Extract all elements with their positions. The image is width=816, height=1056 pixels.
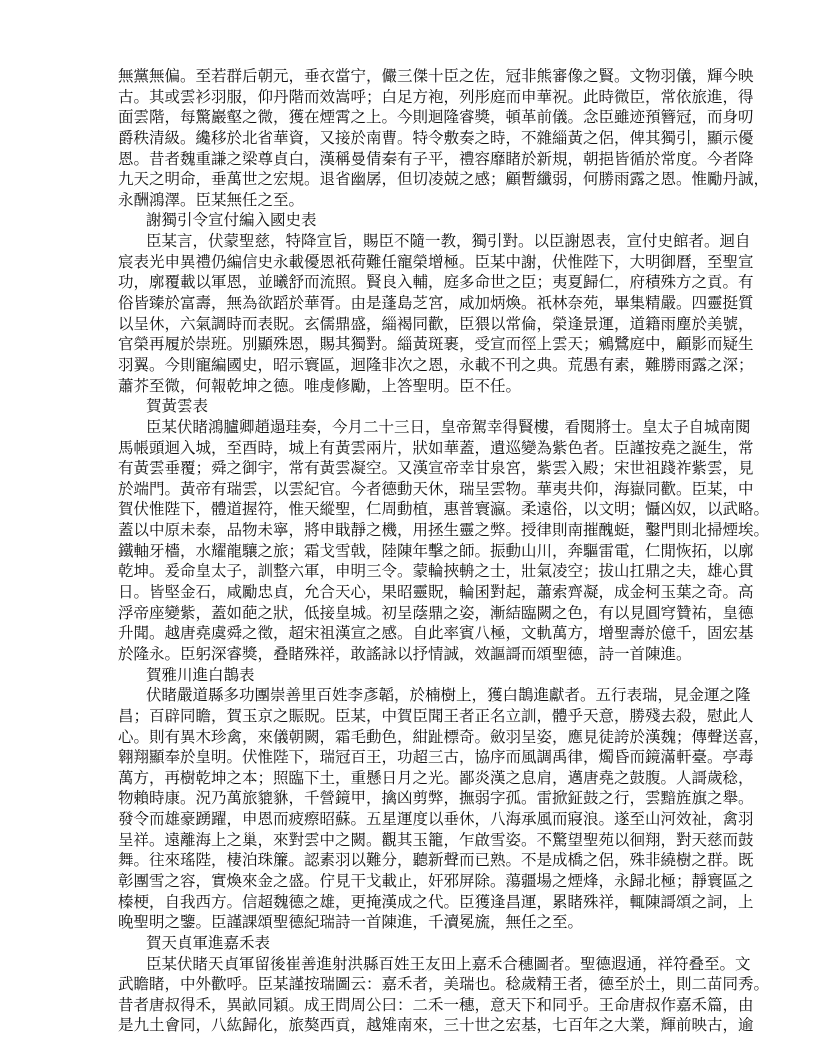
text-line: 日。皆堅金石，咸勵忠貞，允合天心，果昭靈貺，輪囷對起，蕭索齊凝，成金柯玉葉之奇。高 (118, 583, 754, 602)
section-title: 謝獨引令宣付編入國史表 (146, 211, 317, 230)
text-line: 賀伏惟陛下，體道握符，惟天縱聖，仁周動植，惠普寰瀛。柔遠俗，以文明；懾凶奴，以武略。 (118, 500, 770, 519)
text-line: 發令而雄豪踴躍，申恩而疲瘵昭蘇。五星運度以垂休，八海承風而寢浪。遂至山河效祉，禽羽 (118, 810, 754, 829)
text-line: 有黃雲垂覆；舜之御宇，常有黃雲凝空。又漢宣帝幸甘泉宮，紫雲入殿；宋世祖踐祚紫雲，見 (118, 459, 754, 478)
text-line: 無黨無偏。至若群后朝元，垂衣當宁，儼三傑十臣之佐，冠非熊審像之賢。文物羽儀，輝今映 (118, 67, 754, 85)
text-line: 官榮再履於崇班。別顯殊恩，賜其獨對。緇黃斑裹，受宣而徑上雲天；鵷鷺庭中，顧影而疑生 (118, 335, 754, 354)
text-line: 物賴時康。況乃萬旅貔貅，千營鏡甲，擒凶剪弊，撫弱字孤。雷掀鉦鼓之行，雲黯旌旗之舉。 (118, 789, 754, 808)
text-line: 心。則有異木珍禽，來儀朝闕，霜毛動色，紺趾標奇。斂羽呈姿，應見徒誇於漢魏；傳聲送喜， (118, 727, 770, 746)
text-line: 古。其或雲衫羽服，仰丹階而效嵩呼；白足方袍，列彤庭而申華祝。此時微臣，常依旅進，得 (118, 87, 754, 106)
section-title: 賀黃雲表 (146, 397, 209, 416)
text-line: 馬帳頭迴入城，至酉時，城上有黃雲兩片，狀如華蓋，遺巡變為紫色者。臣謹按堯之誕生，常 (118, 438, 754, 457)
text-line: 臣某伏睹天貞軍留後崔善進射洪縣百姓王友田上嘉禾合穗圖者。聖德遐通，祥符叠至。文 (146, 954, 751, 973)
text-line: 羽翼。今則寵編國史，昭示寰區，迴隆非次之恩，永載不刊之典。荒愚有素，難勝雨露之深； (118, 355, 754, 374)
text-line: 面雲階，每驚巖壑之微，獲在煙霄之上。今則迴隆睿獎，頓革前儀。念臣雖迹預簪冠，而身叨 (118, 108, 754, 127)
text-line: 鐵軸牙檣，水耀龍驤之旅；霜戈雪戟，陸陳年擊之師。振動山川，奔驅雷電，仁閒恢拓，以廓 (118, 541, 754, 560)
text-line: 彰團雪之容，實煥來金之盛。佇見干戈載止，奸邪屏除。蕩疆場之煙烽，永歸北極；靜寰區之 (118, 871, 754, 890)
text-line: 浮帝座變紫，蓋如葩之狀，低接皇城。初呈蔭鼎之姿，漸結臨闕之色，有以見圓穹贊祐，皇德 (118, 603, 754, 622)
text-line: 九天之明命，垂萬世之宏規。退省幽孱，但切凌兢之感；顧暫纖弱，何勝雨露之恩。惟勵丹誠， (118, 170, 770, 189)
text-line: 武瞻睹，中外歡呼。臣某謹按瑞圖云：嘉禾者，美瑞也。稔歲精王者，德至於土，則二苗同秀。 (118, 975, 770, 994)
text-line: 功，廓覆載以軍恩，並曦舒而流照。賢良入輔，庭多命世之臣；夷夏歸仁，府積殊方之貢。有 (118, 273, 754, 292)
text-line: 俗皆臻於富壽，無為欲蹈於華胥。由是蓬島芝宮，咸加炳煥。祇林奈苑，畢集精嚴。四靈挺質 (118, 294, 754, 313)
text-line: 臣某言，伏蒙聖慈，特降宣旨，賜臣不隨一教，獨引對。以臣謝恩表，宣付史館者。迴自 (146, 232, 751, 251)
text-line: 昌；百辟同瞻，賀玉京之賑貺。臣某，中賀臣聞王者正名立訓，體乎天意，勝殘去殺，慰此人 (118, 706, 754, 725)
text-line: 昔者唐叔得禾，異畝同穎。成王問周公曰：二禾一穗，意天下和同乎。王命唐叔作嘉禾篇，由 (118, 995, 754, 1014)
text-line: 是九土會同，八紘歸化，旅獒西貢，越雉南來，三十世之宏基，七百年之大業，輝前映古，逾 (118, 1016, 754, 1035)
text-line: 萬方，再樹乾坤之本；照臨下土，重懸日月之光。鄙炎漢之息肩，邁唐堯之鼓腹。人謌歲稔， (118, 768, 754, 787)
text-line: 晚聖明之鑒。臣謹課頌聖德紀瑞詩一首陳進，千瀆冕旒，無任之至。 (118, 913, 584, 932)
text-line: 宸表光申異禮仍編信史永載優恩祇荷難任寵榮增極。臣某中謝，伏惟陛下，大明御曆，至聖宣 (118, 252, 754, 271)
text-line: 爵秩清級。纔移於北省華資，又接於南曹。特令敷奏之時，不雜緇黃之侶，俾其獨引，顯示優 (118, 128, 754, 147)
text-line: 乾坤。爰命皇太子，訓整六軍，申明三令。蒙輪挾輈之士，壯氣凌空；拔山扛鼎之夫，雄心貫 (118, 562, 754, 581)
text-line: 於端門。黃帝有瑞雲，以雲紀官。今者德動天休，瑞呈雲物。華夷共仰，海嶽同歡。臣某，中 (118, 479, 754, 498)
text-line: 榛梗，自我西方。信超魏德之雄，更掩漢成之代。臣獲逢昌運，累睹殊祥，輒陳謌頌之詞，上 (118, 892, 754, 911)
text-line: 蓋以中原未泰，品物未寧，將申戢靜之機，用拯生靈之弊。授律則南摧醜蜓，鑿門則北掃煙埃。 (118, 521, 770, 540)
text-line: 呈祥。遠離海上之巢，來對雲中之闕。觀其玉籠，乍啟雪姿。不驚望聖苑以徊翔，對天慈而鼓 (118, 830, 754, 849)
text-line: 於隆永。臣躬深睿獎，叠睹殊祥，敢謠詠以抒情誠，效謳謌而頌聖德，詩一首陳進。 (118, 644, 692, 663)
text-line: 以呈休，六氣調時而表貺。玄儒鼎盛，緇褐同歡，臣猥以常倫，榮逢景運，道籍雨塵於美號， (118, 314, 754, 333)
text-line: 翱翔顯奉於皇明。伏惟陛下，瑞冠百王，功超三古，協序而風調禹律，燭昏而鏡滿軒臺。亭毒 (118, 748, 754, 767)
document-body (118, 66, 770, 1036)
section-title: 賀天貞軍進嘉禾表 (146, 933, 271, 952)
text-line: 永酬鴻澤。臣某無任之至。 (118, 190, 305, 209)
text-line: 臣某伏睹鴻臚卿趙遢珪奏，今月二十三日，皇帝駕幸得賢樓，看閱將士。皇太子自城南閱 (146, 417, 751, 436)
text-line: 舞。往來瑤陛，棲泊珠簾。認素羽以難分，聽新聲而已熟。不是成橋之侶，殊非繞樹之群。既 (118, 851, 754, 870)
section-title: 賀雅川進白鵲表 (146, 665, 255, 684)
text-line: 升聞。越唐堯虞舜之徵，超宋祖漢宣之感。自此率賓八極，文軌萬方，增聖壽於億千，固宏基 (118, 624, 754, 643)
text-line: 伏睹嚴道縣多功團崇善里百姓李彥韜，於楠樹上，獲白鵲進獻者。五行表瑞，見金運之隆 (146, 686, 751, 705)
text-line: 恩。昔者魏重謙之梁尊貞白，漢稱曼倩秦有子平，禮容靡睹於新規，朝挹皆循於常度。今者降 (118, 149, 754, 168)
text-line: 蕭芥至微，何報乾坤之德。唯虔修勵，上答聖明。臣不任。 (118, 376, 522, 395)
